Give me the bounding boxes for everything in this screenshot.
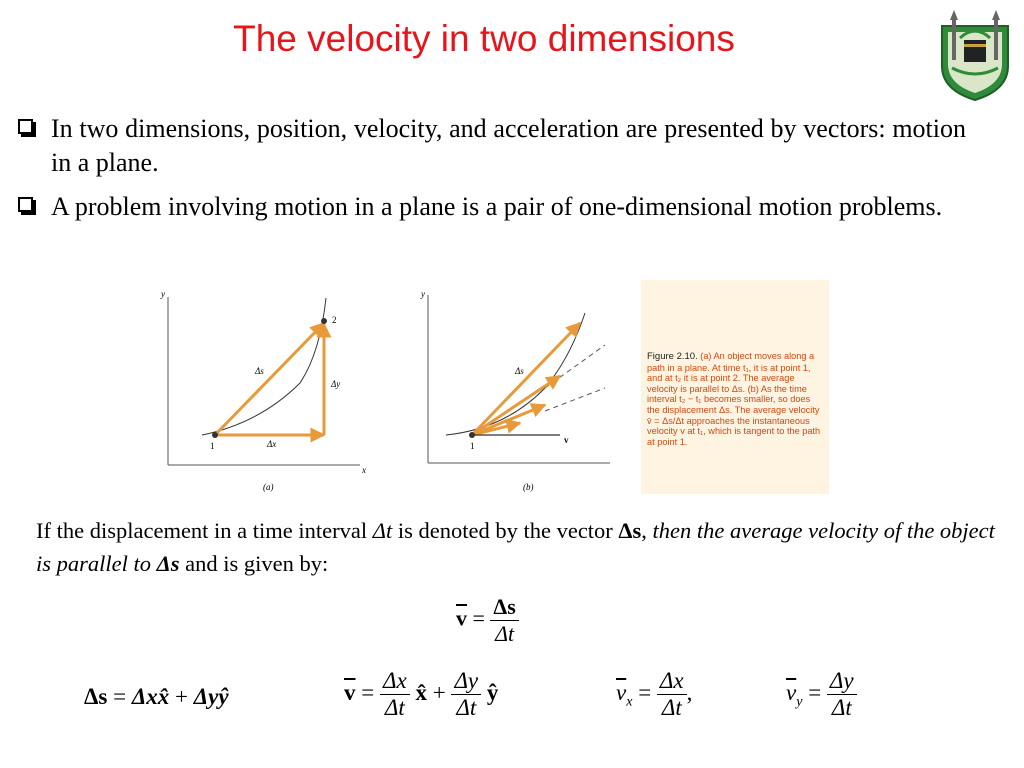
para-text: and is given by: — [179, 551, 329, 576]
checkbox-bullet-icon — [18, 197, 33, 212]
explanation-paragraph — [36, 514, 996, 580]
para-text: is denoted by the vector — [392, 518, 619, 543]
checkbox-bullet-icon — [18, 119, 33, 134]
fraction — [827, 668, 857, 721]
v-bar: $\overline{v}$ — [344, 679, 356, 705]
slide-title: The velocity in two dimensions — [233, 18, 735, 59]
fraction — [490, 594, 518, 647]
y-hat: ŷ — [486, 679, 499, 705]
equals: = — [472, 605, 485, 631]
velocity-vector-equation — [344, 668, 498, 721]
displacement-equation — [84, 684, 229, 710]
y-axis-label: y — [421, 289, 425, 299]
vy-equation — [786, 668, 857, 721]
dx-label: Δx — [267, 439, 277, 449]
denominator: Δt — [831, 695, 852, 720]
subscript: y — [796, 694, 803, 710]
bullet-text: A problem involving motion in a plane is a pair of one-dimensional motion problems. — [51, 192, 943, 221]
panel-b — [420, 289, 610, 492]
y-axis-label: y — [161, 289, 165, 299]
caption-body: (a) An object moves along a path in a plane. At time t₁, it is at point 1, and at t₂ it is at point 2. The average velocity is parallel to Δs. (b) As the time interval t₂ − t₁ becomes smaller, so does the displacement Δs. The average velocity v̄ = Δs/Δt approaches the instantaneous velocity v at t₁, which is tangent to the path at point 1. — [647, 351, 821, 447]
numerator: Δy — [827, 668, 857, 695]
equals: = — [638, 679, 652, 705]
ds-label: Δs — [515, 366, 524, 376]
para-text: If the displacement in a time interval — [36, 518, 373, 543]
para-italic: then the average velocity of the object is parallel to — [36, 518, 995, 576]
v-bar: $\overline{v}$ — [786, 679, 797, 705]
fraction — [657, 668, 687, 721]
subscript: x — [626, 694, 633, 710]
bullet-list — [18, 112, 966, 234]
panel-a-label: (a) — [263, 482, 274, 492]
numerator: Δx — [657, 668, 687, 695]
dy-yhat: Δyŷ — [193, 684, 229, 709]
panel-b-label: (b) — [523, 482, 534, 492]
plus: + — [175, 684, 189, 709]
point-1-label: 1 — [470, 441, 475, 451]
numerator: Δs — [490, 594, 518, 621]
fraction — [380, 668, 410, 721]
panel-a — [160, 289, 366, 492]
para-text: , — [641, 518, 653, 543]
numerator: Δy — [451, 668, 481, 695]
denominator: Δt — [661, 695, 682, 720]
dy-label: Δy — [331, 379, 341, 389]
ds: Δs — [84, 684, 108, 709]
v-bar: $\overline{v}$ — [616, 679, 627, 705]
bullet-item — [18, 190, 966, 224]
x-hat: x̂ — [415, 679, 427, 705]
caption-head: Figure 2.10. — [647, 351, 698, 362]
v-label: v — [564, 435, 569, 445]
x-axis-label: x — [362, 465, 366, 475]
point-1-label: 1 — [210, 441, 215, 451]
delta-s: Δs — [156, 551, 180, 576]
fraction — [451, 668, 481, 721]
vx-equation — [616, 668, 692, 721]
equals: = — [113, 684, 127, 709]
avg-velocity-equation — [456, 594, 519, 647]
comma: , — [686, 679, 693, 705]
denominator: Δt — [495, 621, 515, 646]
equals: = — [808, 679, 822, 705]
dx-xhat: Δxx̂ — [131, 684, 170, 709]
denominator: Δt — [456, 695, 477, 720]
figure-caption — [641, 280, 829, 494]
numerator: Δx — [380, 668, 410, 695]
ds-label: Δs — [255, 366, 264, 376]
denominator: Δt — [384, 695, 405, 720]
delta-s: Δs — [618, 518, 642, 543]
point-2-label: 2 — [332, 315, 337, 325]
v-bar: $\overline{v}$ — [456, 605, 467, 631]
delta-t: Δt — [372, 518, 393, 543]
equals: = — [361, 679, 375, 705]
bullet-item — [18, 112, 966, 180]
university-logo — [934, 6, 1016, 102]
bullet-text: In two dimensions, position, velocity, and acceleration are presented by vectors: motion in a plane. — [51, 114, 966, 177]
plus: + — [432, 679, 446, 705]
